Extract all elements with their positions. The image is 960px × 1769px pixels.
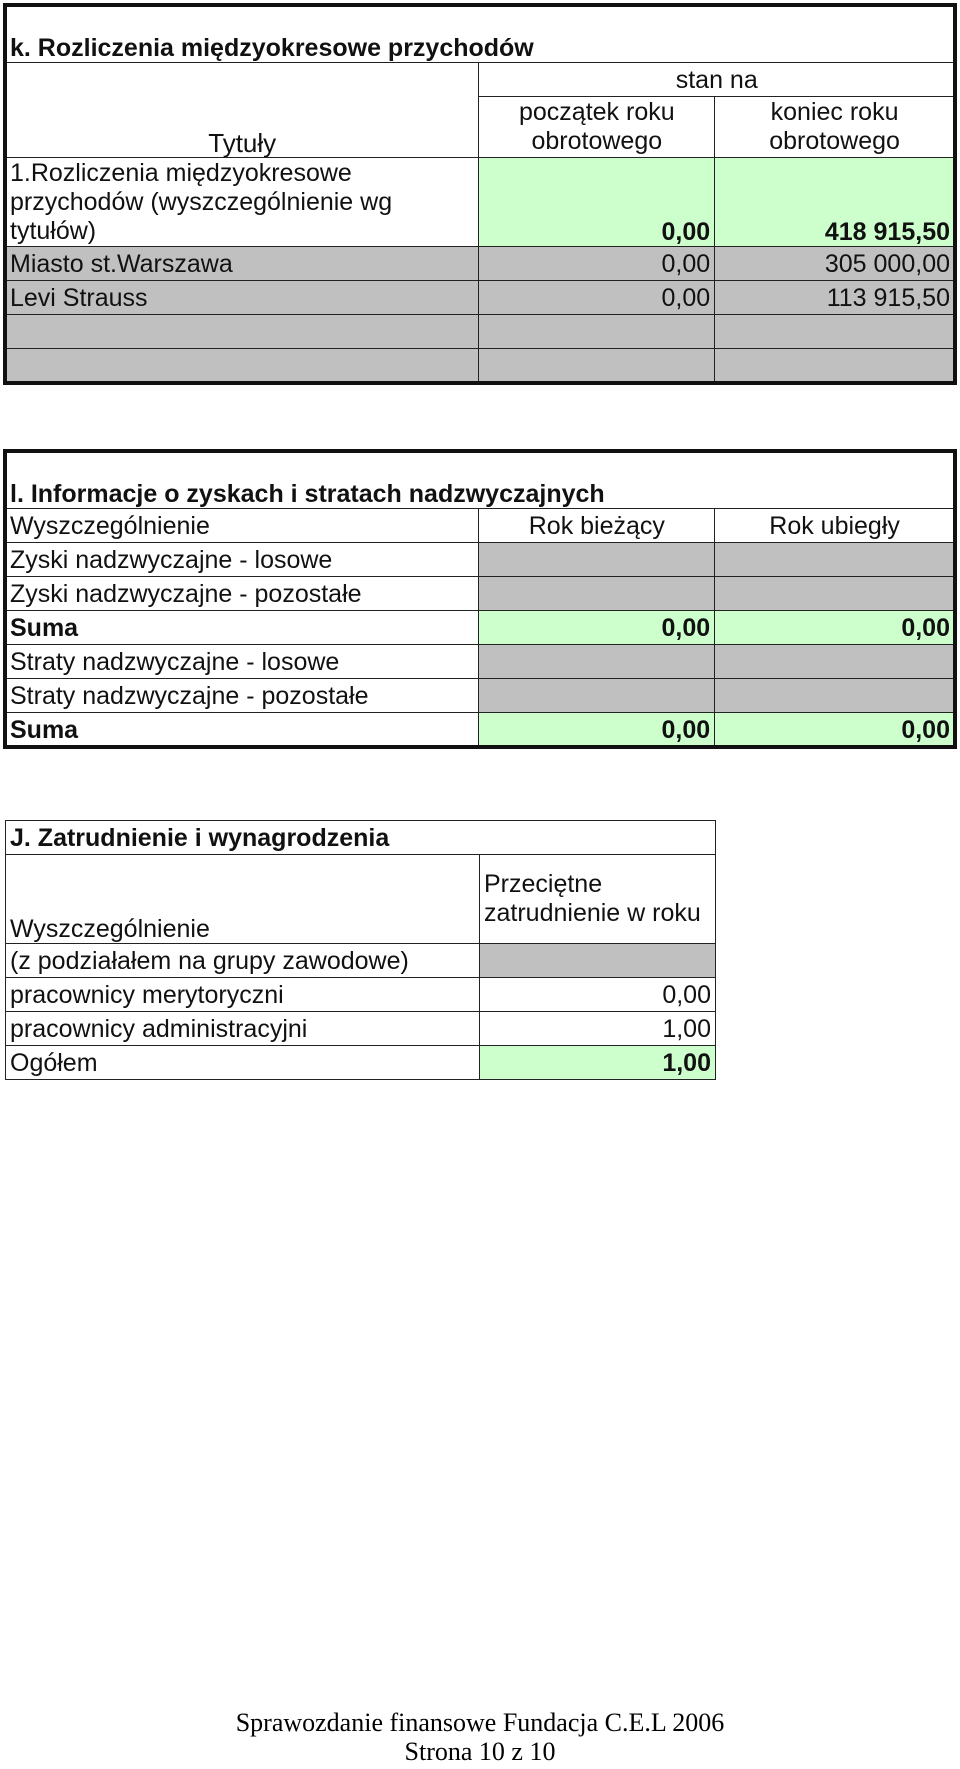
table-row — [6, 645, 955, 679]
employment-table — [5, 820, 716, 1080]
row-end-value: 305 000,00 — [715, 247, 955, 281]
summary-end-value: 418 915,50 — [715, 158, 955, 247]
footer-page-number: Strona 10 z 10 — [404, 1737, 556, 1766]
table-header-row — [6, 63, 955, 97]
table-row — [6, 247, 955, 281]
table-row-summary — [6, 158, 955, 247]
row-value: 0,00 — [480, 978, 716, 1012]
col-header-description: Wyszczególnienie — [6, 855, 480, 944]
row-label: Zyski nadzwyczajne - losowe — [6, 543, 479, 577]
col-header-group: stan na — [479, 63, 955, 97]
summary-label: 1.Rozliczenia międzyokresowe przychodów (wyszczególnienie wg tytułów) — [6, 158, 479, 247]
row-label: Suma — [6, 611, 479, 645]
row-label: pracownicy administracyjni — [6, 1012, 480, 1046]
empty-cell — [715, 315, 955, 349]
col-header-description: Wyszczególnienie — [6, 509, 479, 543]
table-header-row — [6, 509, 955, 543]
table-row — [6, 978, 716, 1012]
table-row — [6, 281, 955, 315]
empty-cell — [479, 315, 715, 349]
row-start-value: 0,00 — [479, 281, 715, 315]
table-row-empty — [6, 315, 955, 349]
row-current-value — [479, 645, 715, 679]
row-label: Zyski nadzwyczajne - pozostałe — [6, 577, 479, 611]
row-current-value — [479, 679, 715, 713]
row-current-value: 0,00 — [479, 713, 715, 747]
row-current-value — [479, 543, 715, 577]
row-previous-value — [715, 679, 955, 713]
col-header-previous-year: Rok ubiegły — [715, 509, 955, 543]
row-current-value — [479, 577, 715, 611]
table-header-row — [6, 855, 716, 944]
row-current-value: 0,00 — [479, 611, 715, 645]
table-row — [6, 1012, 716, 1046]
row-label: Ogółem — [6, 1046, 480, 1080]
col-header-end: koniec roku obrotowego — [715, 97, 955, 158]
section-k-title: k. Rozliczenia międzyokresowe przychodów — [6, 6, 955, 63]
row-value: 1,00 — [480, 1012, 716, 1046]
table-row — [6, 679, 955, 713]
row-previous-value — [715, 645, 955, 679]
table-row — [6, 543, 955, 577]
row-label: Levi Strauss — [6, 281, 479, 315]
row-label: Suma — [6, 713, 479, 747]
col-header-start: początek roku obrotowego — [479, 97, 715, 158]
row-previous-value — [715, 543, 955, 577]
row-previous-value — [715, 577, 955, 611]
deferred-revenue-table — [5, 5, 955, 383]
extraordinary-gains-losses-table — [5, 451, 955, 747]
col-header-titles: Tytuły — [6, 63, 479, 158]
footer-report-title: Sprawozdanie finansowe Fundacja C.E.L 2006 — [235, 1708, 725, 1737]
empty-cell — [6, 349, 479, 383]
row-value: 1,00 — [480, 1046, 716, 1080]
empty-cell — [715, 349, 955, 383]
col-header-average-employment: Przeciętne zatrudnienie w roku — [480, 855, 716, 944]
row-start-value: 0,00 — [479, 247, 715, 281]
summary-start-value: 0,00 — [479, 158, 715, 247]
empty-cell — [479, 349, 715, 383]
row-label: pracownicy merytoryczni — [6, 978, 480, 1012]
subheader-label: (z podziałałem na grupy zawodowe) — [6, 944, 480, 978]
row-label: Straty nadzwyczajne - losowe — [6, 645, 479, 679]
col-header-current-year: Rok bieżący — [479, 509, 715, 543]
table-row-total — [6, 1046, 716, 1080]
empty-cell — [6, 315, 479, 349]
section-l-title: l. Informacje o zyskach i stratach nadzwyczajnych — [6, 452, 955, 509]
table-title-row — [6, 6, 955, 63]
table-row-subheader — [6, 944, 716, 978]
table-row-sum — [6, 713, 955, 747]
row-end-value: 113 915,50 — [715, 281, 955, 315]
table-row — [6, 577, 955, 611]
table-row-empty — [6, 349, 955, 383]
table-title-row — [6, 821, 716, 855]
row-label: Miasto st.Warszawa — [6, 247, 479, 281]
row-previous-value: 0,00 — [715, 713, 955, 747]
row-previous-value: 0,00 — [715, 611, 955, 645]
table-title-row — [6, 452, 955, 509]
section-j-title: J. Zatrudnienie i wynagrodzenia — [6, 821, 716, 855]
row-label: Straty nadzwyczajne - pozostałe — [6, 679, 479, 713]
table-row-sum — [6, 611, 955, 645]
empty-cell — [480, 944, 716, 978]
